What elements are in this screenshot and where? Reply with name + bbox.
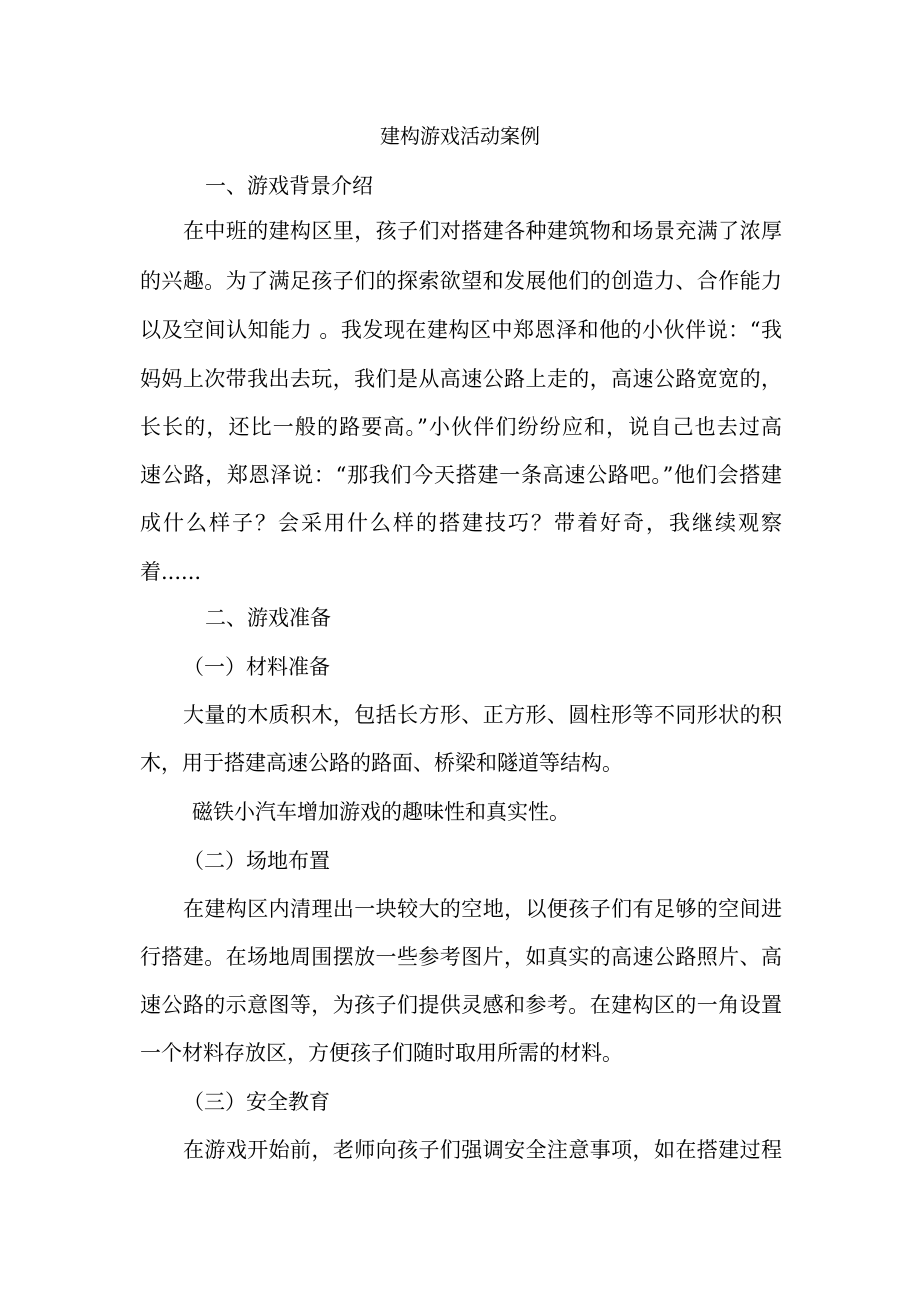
paragraph-line: 大量的木质积木，包括长方形、正方形、圆柱形等不同形状的积 — [183, 703, 782, 727]
document-title: 建构游戏活动案例 — [380, 124, 540, 148]
subsection-heading-venue: （二）场地布置 — [183, 849, 330, 873]
paragraph-line: 成什么样子？会采用什么样的搭建技巧？带着好奇，我继续观察 — [140, 511, 782, 535]
section-heading-preparation: 二、游戏准备 — [205, 606, 331, 630]
paragraph-line: 妈妈上次带我出去玩，我们是从高速公路上走的，高速公路宽宽的， — [140, 367, 782, 391]
paragraph-line: 一个材料存放区，方便孩子们随时取用所需的材料。 — [140, 1041, 623, 1065]
paragraph-line: 磁铁小汽车增加游戏的趣味性和真实性。 — [192, 800, 570, 824]
paragraph-line: 着...... — [140, 560, 202, 584]
paragraph-line: 以及空间认知能力 。我发现在建构区中郑恩泽和他的小伙伴说：“我 — [140, 318, 782, 342]
paragraph-line: 在中班的建构区里，孩子们对搭建各种建筑物和场景充满了浓厚 — [183, 219, 782, 243]
paragraph-line: 在游戏开始前，老师向孩子们强调安全注意事项，如在搭建过程 — [183, 1138, 782, 1162]
paragraph-line: 行搭建。在场地周围摆放一些参考图片，如真实的高速公路照片、高 — [140, 945, 782, 969]
subsection-heading-safety: （三）安全教育 — [183, 1090, 330, 1114]
subsection-heading-materials: （一）材料准备 — [183, 655, 330, 679]
paragraph-line: 速公路的示意图等，为孩子们提供灵感和参考。在建构区的一角设置 — [140, 993, 782, 1017]
paragraph-line: 木，用于搭建高速公路的路面、桥梁和隧道等结构。 — [140, 751, 623, 775]
paragraph-line: 的兴趣。为了满足孩子们的探索欲望和发展他们的创造力、合作能力 — [140, 269, 782, 293]
paragraph-line: 速公路，郑恩泽说：“那我们今天搭建一条高速公路吧。”他们会搭建 — [140, 463, 782, 487]
paragraph-line: 在建构区内清理出一块较大的空地，以便孩子们有足够的空间进 — [183, 897, 782, 921]
paragraph-line: 长长的，还比一般的路要高。”小伙伴们纷纷应和，说自己也去过高 — [140, 415, 782, 439]
section-heading-background: 一、游戏背景介绍 — [205, 174, 373, 198]
